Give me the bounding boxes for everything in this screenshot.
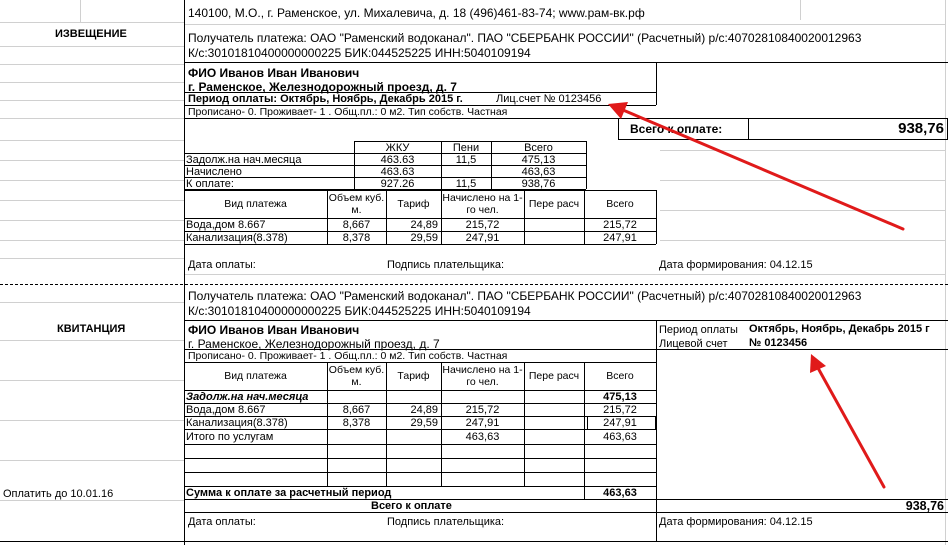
receipt-recipient: Получатель платежа: ОАО "Раменский водоканал". ПАО "СБЕРБАНК РОССИИ" (Расчетный) р/с:40702810840020012963 <box>188 289 862 303</box>
detail-header-total: Всего <box>606 369 634 382</box>
detail-row-name: Канализация(8.378) <box>186 417 288 429</box>
detail-cell: 8,667 <box>342 219 371 231</box>
detail-header-recalc: Пере расч <box>528 369 580 382</box>
receipt-period-value: Октябрь, Ноябрь, Декабрь 2015 г <box>749 323 930 335</box>
receipt-account-value: № 0123456 <box>749 337 808 349</box>
summary-cell: 927.26 <box>380 178 415 190</box>
detail-cell: 247,91 <box>465 232 500 244</box>
notice-address: г. Раменское, Железнодорожный проезд, д. 7 <box>188 80 457 94</box>
detail-header-tariff: Тариф <box>397 369 430 382</box>
receipt-pay-until: Оплатить до 10.01.16 <box>3 488 114 500</box>
summary-cell: 938,76 <box>521 178 556 190</box>
receipt-date-pay: Дата оплаты: <box>188 516 256 528</box>
receipt-bank-details: К/с:30101810400000000225 БИК:044525225 ИНН:5040109194 <box>188 304 531 318</box>
summary-cell: 11,5 <box>455 154 477 166</box>
notice-total-value: 938,76 <box>898 120 944 137</box>
detail-header-accrued: Начислено на 1-го чел. <box>442 191 523 216</box>
summary-cell: 463.63 <box>380 154 415 166</box>
detail-cell: 8,378 <box>342 232 371 244</box>
summary-header-peni: Пени <box>452 142 480 154</box>
summary-row-label: К оплате: <box>186 178 234 190</box>
detail-cell: 24,89 <box>410 219 438 231</box>
detail-cell: 24,89 <box>410 404 438 416</box>
receipt-address: г. Раменское, Железнодорожный проезд, д. 7 <box>188 337 440 351</box>
receipt-services-label: Итого по услугам <box>186 431 274 443</box>
detail-row-name: Вода,дом 8.667 <box>186 219 266 231</box>
summary-cell: 11,5 <box>455 178 477 190</box>
detail-cell: 29,59 <box>410 417 438 429</box>
notice-fio: ФИО Иванов Иван Иванович <box>188 66 360 80</box>
receipt-debt-total: 475,13 <box>603 391 637 403</box>
detail-header-accrued: Начислено на 1-го чел. <box>442 363 523 388</box>
receipt-total-label: Всего к оплате <box>371 500 452 512</box>
receipt-registered: Прописано- 0. Проживает- 1 . Общ.пл.: 0 м2. Тип собств. Частная <box>188 350 508 362</box>
notice-title: ИЗВЕЩЕНИЕ <box>55 28 127 40</box>
receipt-fio: ФИО Иванов Иван Иванович <box>188 323 360 337</box>
summary-header-zhku: ЖКУ <box>385 142 410 154</box>
detail-cell: 247,91 <box>603 417 637 429</box>
detail-header-volume: Объем куб. м. <box>328 191 385 216</box>
detail-row-name: Вода,дом 8.667 <box>186 404 266 416</box>
detail-header-tariff: Тариф <box>397 197 430 210</box>
detail-row-name: Канализация(8.378) <box>186 232 288 244</box>
notice-registered: Прописано- 0. Проживает- 1 . Общ.пл.: 0 м2. Тип собств. Частная <box>188 106 508 118</box>
notice-date-formed: Дата формирования: 04.12.15 <box>659 259 813 271</box>
receipt-services-accrued: 463,63 <box>465 431 500 443</box>
detail-header-type: Вид платежа <box>224 369 287 382</box>
receipt-signature: Подпись плательщика: <box>387 516 505 528</box>
detail-cell: 8,378 <box>342 417 371 429</box>
receipt-period-sum-label: Сумма к оплате за расчетный период <box>186 487 392 499</box>
detail-header-volume: Объем куб. м. <box>328 363 385 388</box>
notice-total-label: Всего к оплате: <box>630 122 723 136</box>
summary-row-label: Задолж.на нач.месяца <box>186 154 302 166</box>
receipt-total-value: 938,76 <box>905 499 944 513</box>
receipt-date-formed: Дата формирования: 04.12.15 <box>659 516 813 528</box>
receipt-period-sum-value: 463,63 <box>603 487 637 499</box>
company-address-line: 140100, М.О., г. Раменское, ул. Михалевича, д. 18 (496)461-83-74; www.рам-вк.рф <box>188 6 645 20</box>
detail-cell: 215,72 <box>603 219 637 231</box>
arrow-to-receipt-account <box>810 354 884 487</box>
notice-account: Лиц.счет № 0123456 <box>496 93 602 105</box>
detail-cell: 8,667 <box>342 404 371 416</box>
detail-cell: 29,59 <box>410 232 438 244</box>
detail-header-type: Вид платежа <box>224 197 287 210</box>
notice-recipient: Получатель платежа: ОАО "Раменский водоканал". ПАО "СБЕРБАНК РОССИИ" (Расчетный) р/с:40702810840020012963 <box>188 31 862 45</box>
arrow-to-account-number <box>608 102 903 229</box>
summary-cell: 463.63 <box>380 166 415 178</box>
receipt-title: КВИТАНЦИЯ <box>57 323 126 335</box>
notice-date-pay: Дата оплаты: <box>188 259 256 271</box>
notice-period: Период оплаты: Октябрь, Ноябрь, Декабрь 2015 г. <box>188 93 463 105</box>
detail-cell: 247,91 <box>465 417 500 429</box>
summary-cell: 463,63 <box>521 166 556 178</box>
detail-cell: 215,72 <box>603 404 637 416</box>
detail-header-recalc: Пере расч <box>528 197 580 210</box>
receipt-account-label: Лицевой счет <box>659 338 728 350</box>
detail-header-total: Всего <box>606 197 634 210</box>
notice-signature: Подпись плательщика: <box>387 259 505 271</box>
summary-cell: 475,13 <box>521 154 556 166</box>
notice-bank-details: К/с:30101810400000000225 БИК:044525225 ИНН:5040109194 <box>188 46 531 60</box>
detail-cell: 215,72 <box>465 404 500 416</box>
detail-cell: 215,72 <box>465 219 500 231</box>
receipt-period-label: Период оплаты <box>659 324 738 336</box>
summary-header-vsego: Всего <box>524 142 553 154</box>
receipt-services-total: 463,63 <box>603 431 637 443</box>
detail-cell: 247,91 <box>603 232 637 244</box>
summary-row-label: Начислено <box>186 166 242 178</box>
receipt-debt-label: Задолж.на нач.месяца <box>186 391 309 403</box>
